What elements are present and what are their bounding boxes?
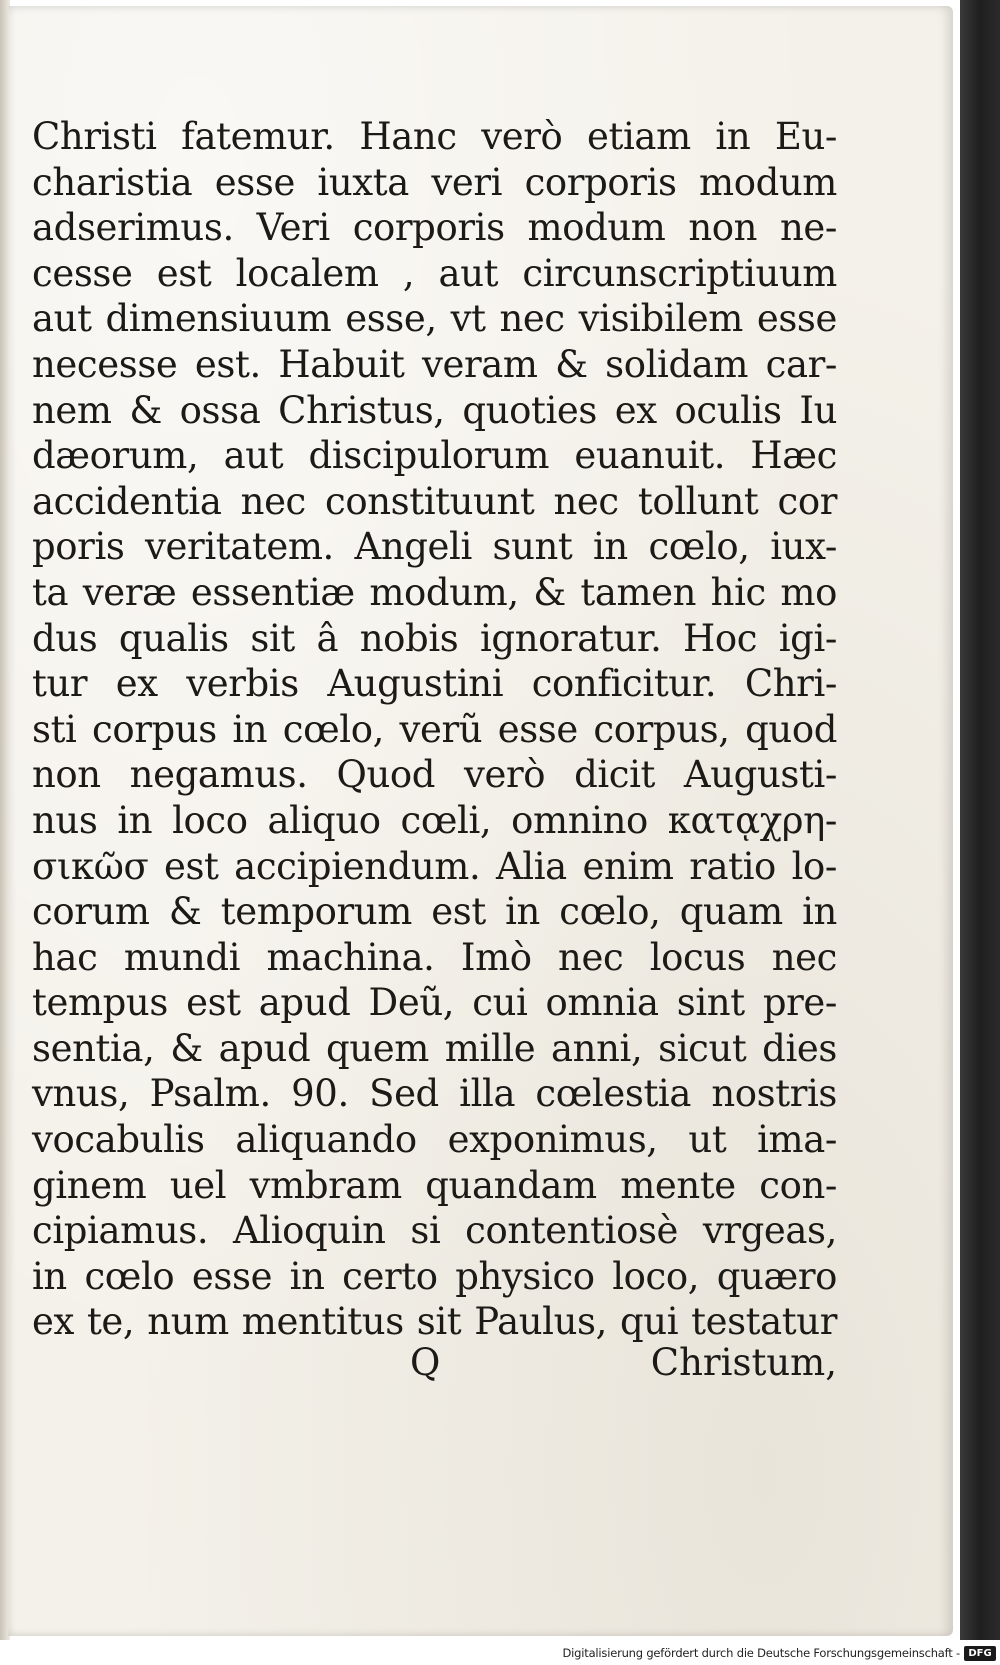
text-line: corum & temporum est in cœlo, quam in (32, 890, 837, 934)
text-line: charistia esse iuxta veri corporis modum (32, 160, 837, 204)
text-line: necesse est. Habuit veram & solidam car- (32, 342, 837, 386)
text-line: adserimus. Veri corporis modum non ne- (32, 206, 837, 250)
text-line: cipiamus. Alioquin si contentiosè vrgeas, (32, 1209, 837, 1253)
text-line: nus in loco aliquo cœli, omnino κατᾳχρη- (32, 798, 837, 842)
text-line: ta veræ essentiæ modum, & tamen hic mo (32, 570, 837, 614)
text-line: ginem uel vmbram quandam mente con- (32, 1163, 837, 1207)
text-line: in cœlo esse in certo physico loco, quæro (32, 1254, 837, 1298)
dfg-logo: DFG (964, 1646, 996, 1661)
text-line: tempus est apud Deũ, cui omnia sint pre- (32, 981, 837, 1025)
text-line: nem & ossa Christus, quoties ex oculis Iu (32, 388, 837, 432)
text-line: poris veritatem. Angeli sunt in cœlo, iux- (32, 525, 837, 569)
text-line: ex te, num mentitus sit Paulus, qui testatur (32, 1300, 837, 1344)
page-text-block (32, 114, 837, 1345)
text-line: vocabulis aliquando exponimus, ut ima- (32, 1118, 837, 1162)
text-line: σικῶσ est accipiendum. Alia enim ratio lo- (32, 844, 837, 888)
page-foot (32, 1341, 837, 1391)
text-line: tur ex verbis Augustini conficitur. Chri- (32, 662, 837, 706)
text-line: aut dimensiuum esse, vt nec visibilem esse (32, 297, 837, 341)
text-line: dæorum, aut discipulorum euanuit. Hæc (32, 434, 837, 478)
text-line: sti corpus in cœlo, verũ esse corpus, quod (32, 707, 837, 751)
text-line: accidentia nec constituunt nec tollunt cor (32, 479, 837, 523)
book-binding (960, 0, 1000, 1640)
digitization-footer (0, 1640, 1000, 1665)
text-line: vnus, Psalm. 90. Sed illa cœlestia nostris (32, 1072, 837, 1116)
catchword: Christum, (650, 1341, 837, 1384)
text-line: dus qualis sit â nobis ignoratur. Hoc igi- (32, 616, 837, 660)
text-line: cesse est localem , aut circunscriptiuum (32, 251, 837, 295)
funding-credit: Digitalisierung gefördert durch die Deutsche Forschungsgemeinschaft - (562, 1646, 960, 1660)
book-page (8, 6, 953, 1636)
text-line: Christi fatemur. Hanc verò etiam in Eu- (32, 115, 837, 158)
text-line: hac mundi machina. Imò nec locus nec (32, 935, 837, 979)
text-line: sentia, & apud quem mille anni, sicut dies (32, 1026, 837, 1070)
text-line: non negamus. Quod verò dicit Augusti- (32, 753, 837, 797)
signature-mark: Q (410, 1341, 441, 1384)
